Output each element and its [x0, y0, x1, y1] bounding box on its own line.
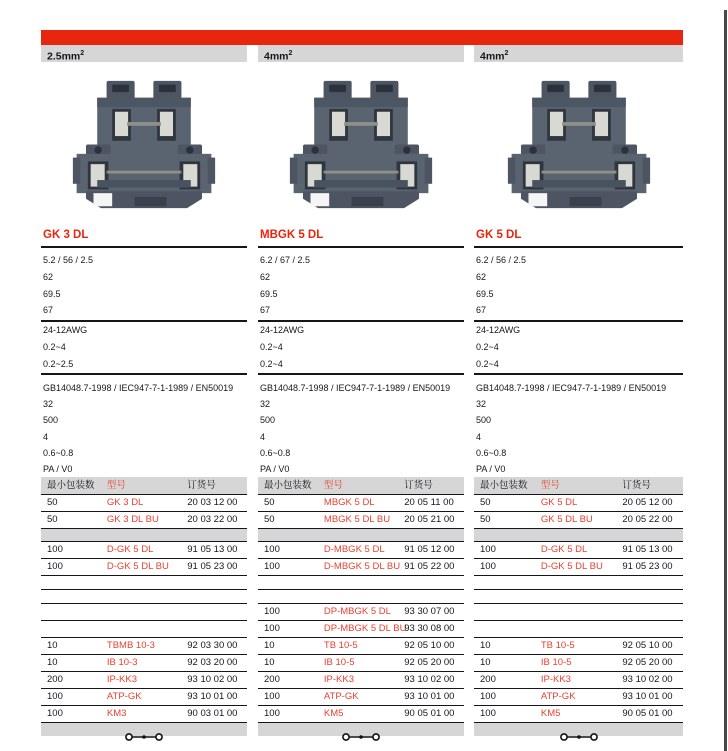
dimension-specs: [260, 252, 466, 319]
header-model: 型号: [106, 480, 126, 491]
circuit-diagram-icon: [341, 731, 381, 743]
dimension-specs: [476, 252, 685, 319]
model-number: ATP-GK: [323, 691, 359, 702]
model-number: IP-KK3: [106, 674, 138, 685]
table-row: [258, 672, 464, 689]
table-empty-row: [41, 604, 247, 621]
order-number: 92 05 20 00: [404, 657, 455, 668]
min-pack-qty: 50: [47, 514, 58, 525]
table-row: [258, 559, 464, 576]
table-row: [41, 689, 247, 706]
min-pack-qty: 100: [480, 544, 496, 555]
min-pack-qty: 100: [480, 561, 496, 572]
min-pack-qty: 10: [480, 657, 491, 668]
model-number: D-GK 5 DL: [540, 544, 588, 555]
min-pack-qty: 100: [264, 623, 280, 634]
model-number: D-GK 5 DL BU: [106, 561, 169, 572]
spec-value: 5.2 / 56 / 2.5: [43, 255, 94, 265]
model-number: IP-KK3: [323, 674, 355, 685]
order-number: 93 10 02 00: [404, 674, 455, 685]
table-row: [474, 672, 683, 689]
table-row: [41, 559, 247, 576]
terminal-block-image: [286, 79, 436, 210]
ordering-table: [474, 477, 683, 736]
spec-value: 69.5: [260, 288, 278, 299]
model-number: GK 3 DL BU: [106, 514, 159, 525]
spec-value: 0.2~4: [476, 341, 499, 352]
min-pack-qty: 100: [264, 691, 280, 702]
header-min-pack-qty: 最小包装数: [480, 480, 528, 491]
table-row: [258, 655, 464, 672]
min-pack-qty: 100: [264, 606, 280, 617]
table-row: [474, 638, 683, 655]
model-number: ATP-GK: [540, 691, 576, 702]
terminal-block-photo: [69, 79, 219, 210]
model-number: IB 10-5: [323, 657, 355, 668]
table-spacer-row: [258, 529, 464, 542]
table-header-row: [474, 477, 683, 495]
spec-value: GB14048.7-1998 / IEC947-7-1-1989 / EN50019: [43, 383, 234, 393]
spec-value: 0.6~0.8: [476, 447, 507, 458]
table-row: [258, 512, 464, 529]
page-edge-line: [724, 10, 727, 751]
min-pack-qty: 10: [264, 657, 275, 668]
model-number: DP-MBGK 5 DL: [323, 606, 391, 617]
model-number: D-MBGK 5 DL: [323, 544, 385, 555]
min-pack-qty: 50: [47, 497, 58, 508]
order-number: 20 05 12 00: [622, 497, 673, 508]
table-row: [474, 542, 683, 559]
spec-value: 4: [43, 431, 49, 442]
table-row: [474, 689, 683, 706]
model-number: TB 10-5: [540, 640, 575, 651]
min-pack-qty: 100: [264, 544, 280, 555]
spec-value: PA / V0: [476, 463, 506, 474]
table-empty-row: [258, 590, 464, 604]
order-number: 92 05 10 00: [404, 640, 455, 651]
spec-value: GB14048.7-1998 / IEC947-7-1-1989 / EN50019: [260, 383, 451, 393]
table-row: [258, 604, 464, 621]
spec-value: 62: [476, 271, 487, 282]
model-number: D-MBGK 5 DL BU: [323, 561, 401, 572]
order-number: 91 05 13 00: [187, 544, 238, 555]
min-pack-qty: 100: [264, 561, 280, 572]
min-pack-qty: 50: [264, 514, 275, 525]
wire-size-superscript: 2: [504, 50, 509, 57]
circuit-symbol: [341, 730, 381, 748]
spec-value: 0.6~0.8: [43, 447, 74, 458]
spec-value: 0.6~0.8: [260, 447, 291, 458]
spec-value: 24-12AWG: [43, 325, 88, 335]
header-order-number: 订货号: [187, 480, 216, 491]
min-pack-qty: 10: [264, 640, 275, 651]
spec-value: 4: [476, 431, 482, 442]
circuit-symbol: [559, 730, 599, 748]
header-min-pack-qty: 最小包装数: [264, 480, 312, 491]
order-number: 92 05 20 00: [622, 657, 673, 668]
table-header-row: [258, 477, 464, 495]
divider-line: [474, 373, 683, 375]
order-number: 91 05 13 00: [622, 544, 673, 555]
min-pack-qty: 10: [480, 640, 491, 651]
min-pack-qty: 100: [47, 691, 63, 702]
circuit-diagram-icon: [559, 731, 599, 743]
spec-value: 24-12AWG: [260, 325, 305, 335]
spec-value: 0.2~4: [476, 358, 499, 369]
order-number: 93 10 02 00: [622, 674, 673, 685]
table-empty-row: [41, 576, 247, 590]
spec-value: 6.2 / 56 / 2.5: [476, 255, 527, 265]
divider-line: [41, 373, 247, 375]
spec-value: 32: [260, 399, 271, 410]
spec-value: 0.2~2.5: [43, 358, 74, 369]
order-number: 93 10 01 00: [622, 691, 673, 702]
table-empty-row: [474, 604, 683, 621]
table-row: [258, 689, 464, 706]
wiring-specs: [476, 322, 685, 372]
product-name: GK 3 DL: [43, 229, 89, 241]
spec-value: 500: [260, 415, 276, 426]
header-min-pack-qty: 最小包装数: [47, 480, 95, 491]
spec-value: 0.2~4: [43, 341, 66, 352]
order-number: 91 05 22 00: [404, 561, 455, 572]
min-pack-qty: 100: [47, 561, 63, 572]
divider-line: [474, 246, 683, 248]
spec-value: GB14048.7-1998 / IEC947-7-1-1989 / EN50019: [476, 383, 667, 393]
wire-size-text: 2.5mm: [47, 50, 81, 63]
divider-line: [258, 246, 464, 248]
min-pack-qty: 200: [480, 674, 496, 685]
min-pack-qty: 100: [47, 544, 63, 555]
spec-value: 69.5: [43, 288, 61, 299]
divider-line: [41, 246, 247, 248]
order-number: 90 03 01 00: [187, 708, 238, 719]
table-empty-row: [258, 576, 464, 590]
table-row: [258, 495, 464, 512]
table-empty-row: [474, 590, 683, 604]
table-row: [41, 706, 247, 723]
table-empty-row: [41, 621, 247, 638]
min-pack-qty: 200: [264, 674, 280, 685]
order-number: 20 05 11 00: [404, 497, 454, 508]
model-number: MBGK 5 DL BU: [323, 514, 391, 525]
order-number: 91 05 23 00: [622, 561, 673, 572]
order-number: 20 03 22 00: [187, 514, 238, 525]
ordering-table: [258, 477, 464, 736]
spec-value: 0.2~4: [260, 341, 283, 352]
spec-value: 32: [476, 399, 487, 410]
model-number: MBGK 5 DL: [323, 497, 375, 508]
min-pack-qty: 100: [480, 691, 496, 702]
terminal-block-image: [69, 79, 219, 210]
wiring-specs: [43, 322, 249, 372]
spec-value: 67: [43, 305, 54, 316]
wire-size-label: [474, 45, 683, 62]
spec-value: 67: [476, 305, 487, 316]
order-number: 20 05 21 00: [404, 514, 455, 525]
table-row: [474, 512, 683, 529]
rating-specs: [260, 380, 466, 477]
min-pack-qty: 100: [47, 708, 63, 719]
wire-size-superscript: 2: [288, 50, 293, 57]
header-model: 型号: [540, 480, 560, 491]
spec-value: 62: [260, 271, 271, 282]
spec-value: 500: [476, 415, 492, 426]
table-header-row: [41, 477, 247, 495]
model-number: KM5: [323, 708, 344, 719]
model-number: KM5: [540, 708, 561, 719]
order-number: 90 05 01 00: [404, 708, 455, 719]
circuit-symbol: [124, 730, 164, 748]
wire-size-label: [41, 45, 247, 62]
min-pack-qty: 100: [264, 708, 280, 719]
wire-size-text: 4mm: [264, 50, 289, 63]
table-row: [41, 512, 247, 529]
table-row: [258, 621, 464, 638]
spec-value: 69.5: [476, 288, 494, 299]
table-row: [41, 495, 247, 512]
table-row: [41, 655, 247, 672]
spec-value: 6.2 / 67 / 2.5: [260, 255, 311, 265]
spec-value: 24-12AWG: [476, 325, 521, 335]
product-column-1: [41, 0, 247, 751]
order-number: 91 05 23 00: [187, 561, 238, 572]
model-number: GK 3 DL: [106, 497, 144, 508]
table-empty-row: [474, 621, 683, 638]
model-number: GK 5 DL BU: [540, 514, 593, 525]
terminal-block-photo: [504, 79, 654, 210]
min-pack-qty: 10: [47, 657, 58, 668]
spec-value: 500: [43, 415, 59, 426]
spec-value: 0.2~4: [260, 358, 283, 369]
product-name: GK 5 DL: [476, 229, 522, 241]
table-row: [41, 672, 247, 689]
model-number: IB 10-5: [540, 657, 572, 668]
model-number: ATP-GK: [106, 691, 142, 702]
order-number: 91 05 12 00: [404, 544, 455, 555]
order-number: 20 05 22 00: [622, 514, 673, 525]
min-pack-qty: 50: [480, 514, 491, 525]
order-number: 90 05 01 00: [622, 708, 673, 719]
order-number: 93 10 01 00: [187, 691, 238, 702]
min-pack-qty: 100: [480, 708, 496, 719]
table-row: [41, 638, 247, 655]
table-spacer-row: [474, 529, 683, 542]
order-number: 92 03 20 00: [187, 657, 238, 668]
spec-value: PA / V0: [260, 463, 290, 474]
table-empty-row: [474, 576, 683, 590]
min-pack-qty: 10: [47, 640, 58, 651]
min-pack-qty: 200: [47, 674, 63, 685]
order-number: 93 10 01 00: [404, 691, 455, 702]
rating-specs: [476, 380, 685, 477]
order-number: 20 03 12 00: [187, 497, 238, 508]
order-number: 93 30 07 00: [404, 606, 455, 617]
min-pack-qty: 50: [264, 497, 275, 508]
model-number: IB 10-3: [106, 657, 138, 668]
header-order-number: 订货号: [622, 480, 651, 491]
ordering-table: [41, 477, 247, 736]
table-row: [474, 655, 683, 672]
model-number: IP-KK3: [540, 674, 571, 685]
wire-size-label: [258, 45, 464, 62]
spec-value: PA / V0: [43, 463, 73, 474]
min-pack-qty: 50: [480, 497, 491, 508]
model-number: TB 10-5: [323, 640, 358, 651]
spec-value: 62: [43, 271, 54, 282]
model-number: D-GK 5 DL: [106, 544, 154, 555]
order-number: 93 10 02 00: [187, 674, 238, 685]
divider-line: [258, 373, 464, 375]
dimension-specs: [43, 252, 249, 319]
header-model: 型号: [323, 480, 343, 491]
table-spacer-row: [41, 529, 247, 542]
wire-size-text: 4mm: [480, 50, 505, 63]
table-empty-row: [41, 590, 247, 604]
model-number: D-GK 5 DL BU: [540, 561, 603, 572]
model-number: TBMB 10-3: [106, 640, 155, 651]
model-number: KM3: [106, 708, 127, 719]
table-row: [258, 706, 464, 723]
table-row: [41, 542, 247, 559]
wiring-specs: [260, 322, 466, 372]
wire-size-superscript: 2: [80, 50, 85, 57]
table-row: [258, 542, 464, 559]
table-row: [474, 495, 683, 512]
model-number: DP-MBGK 5 DL BU: [323, 623, 407, 634]
terminal-block-image: [504, 79, 654, 210]
order-number: 92 05 10 00: [622, 640, 673, 651]
order-number: 93 30 08 00: [404, 623, 455, 634]
model-number: GK 5 DL: [540, 497, 578, 508]
rating-specs: [43, 380, 249, 477]
order-number: 92 03 30 00: [187, 640, 238, 651]
table-row: [474, 706, 683, 723]
terminal-block-photo: [286, 79, 436, 210]
spec-value: 67: [260, 305, 271, 316]
spec-value: 4: [260, 431, 266, 442]
product-column-2: [258, 0, 464, 751]
header-order-number: 订货号: [404, 480, 433, 491]
product-name: MBGK 5 DL: [260, 229, 324, 241]
circuit-diagram-icon: [124, 731, 164, 743]
table-row: [258, 638, 464, 655]
table-row: [474, 559, 683, 576]
spec-value: 32: [43, 399, 54, 410]
product-column-3: [474, 0, 683, 751]
